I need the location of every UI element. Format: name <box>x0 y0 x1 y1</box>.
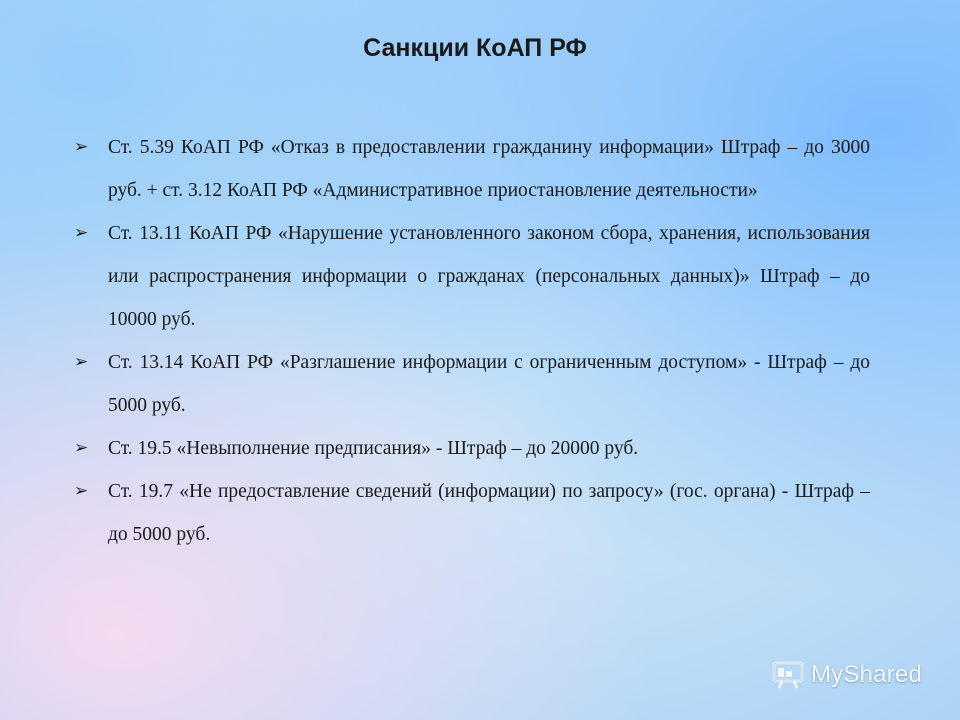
list-item-text: Ст. 19.7 «Не предоставление сведений (информации) по запросу» (гос. органа) - Штраф – до 5000 руб. <box>108 481 870 545</box>
arrow-bullet-icon: ➢ <box>74 137 89 157</box>
projector-screen-icon <box>771 660 805 690</box>
list-item <box>74 212 870 341</box>
list-item <box>74 126 870 212</box>
arrow-bullet-icon: ➢ <box>74 352 89 372</box>
list-item-text: Ст. 13.14 КоАП РФ «Разглашение информации с ограниченным доступом» - Штраф – до 5000 руб. <box>108 352 870 416</box>
arrow-bullet-icon: ➢ <box>74 481 89 501</box>
arrow-bullet-icon: ➢ <box>74 223 89 243</box>
slide-title: Санкции КоАП РФ <box>363 34 587 62</box>
watermark-logo <box>771 660 922 690</box>
watermark-text: MyShared <box>811 661 922 688</box>
list-item <box>74 341 870 427</box>
list-item-text: Ст. 19.5 «Невыполнение предписания» - Штраф – до 20000 руб. <box>108 438 639 459</box>
sanctions-list <box>74 126 870 556</box>
list-item-text: Ст. 13.11 КоАП РФ «Нарушение установленного законом сбора, хранения, использования или распространения информации о гражданах (персональных данных)» Штраф – до 10000 руб. <box>108 223 870 330</box>
list-item <box>74 470 870 556</box>
list-item <box>74 427 870 470</box>
arrow-bullet-icon: ➢ <box>74 438 89 458</box>
list-item-text: Ст. 5.39 КоАП РФ «Отказ в предоставлении гражданину информации» Штраф – до 3000 руб. + ст. 3.12 КоАП РФ «Административное приостановление деятельности» <box>108 137 870 201</box>
